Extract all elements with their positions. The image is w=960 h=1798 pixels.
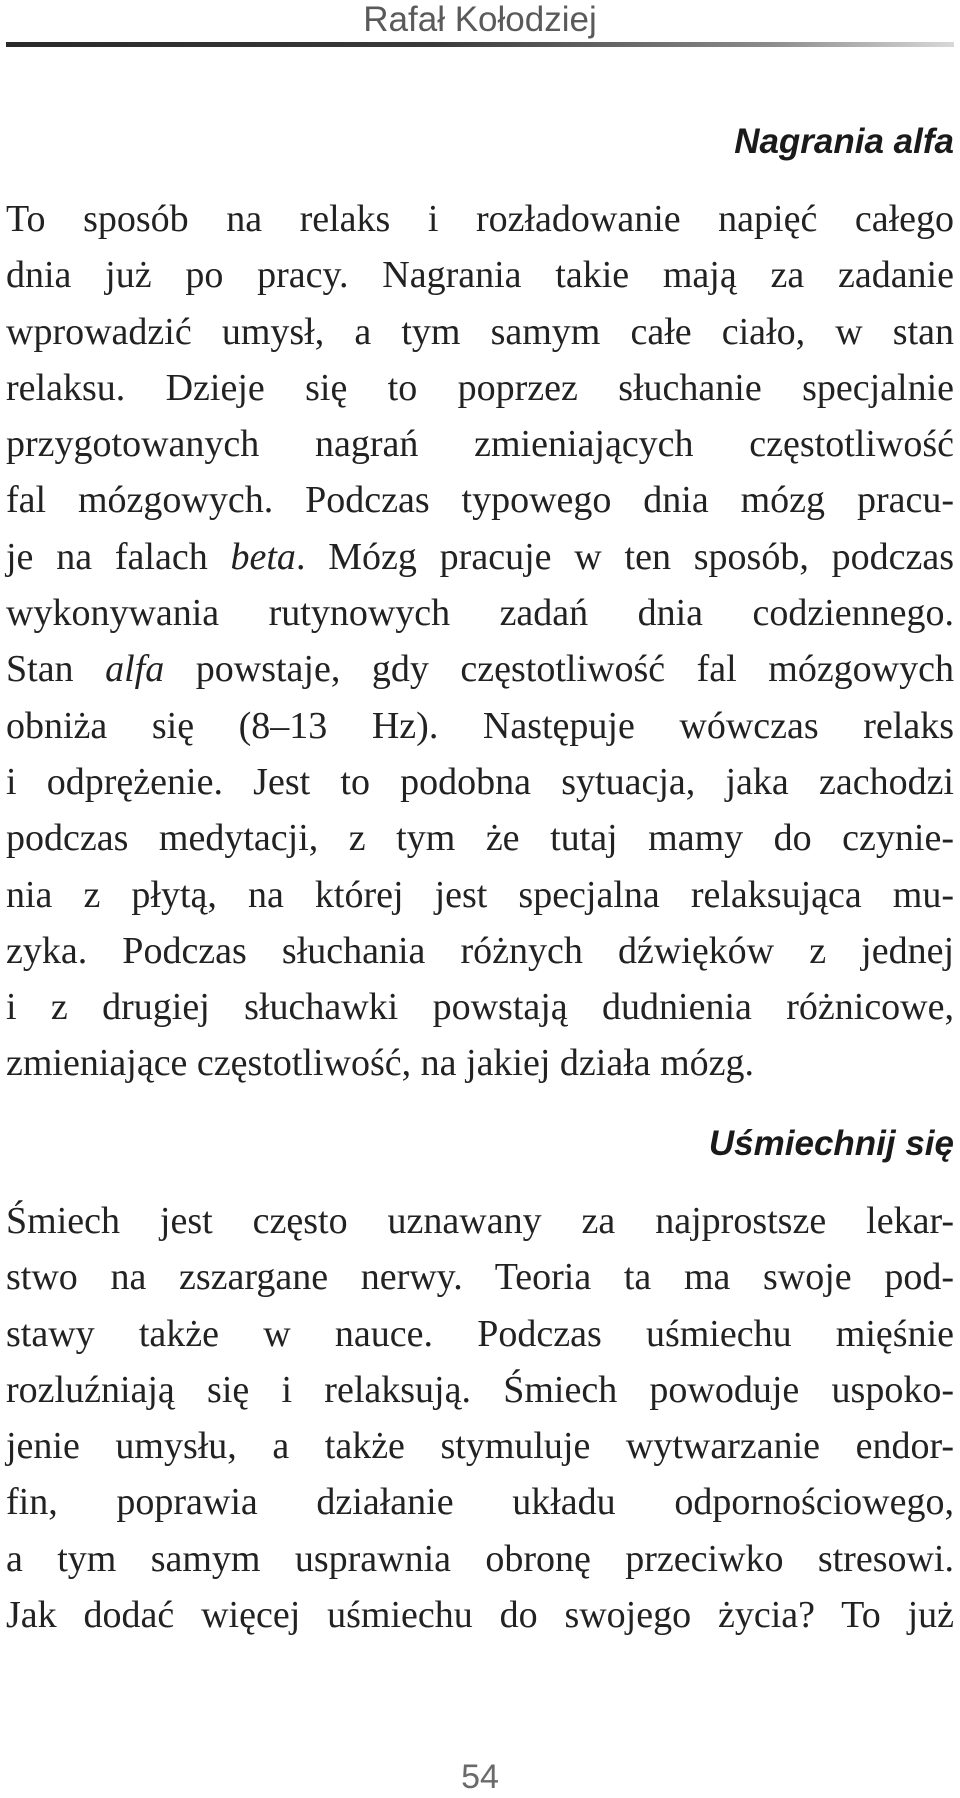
running-head-author: Rafał Kołodziej bbox=[363, 0, 597, 39]
text-line: rozluźniają się i relaksują. Śmiech powoduje uspoko- bbox=[6, 1368, 954, 1411]
text-line: relaksu. Dzieje się to poprzez słuchanie specjalnie bbox=[6, 366, 954, 409]
text-line: przygotowanych nagrań zmieniających częstotliwość bbox=[6, 423, 954, 466]
text-line: podczas medytacji, z tym że tutaj mamy do czynie- bbox=[6, 817, 954, 860]
text-line: i odprężenie. Jest to podobna sytuacja, jaka zachodzi bbox=[6, 760, 954, 803]
text-line: stawy także w nauce. Podczas uśmiechu mięśnie bbox=[6, 1312, 954, 1355]
text-line: je na falach beta. Mózg pracuje w ten sposób, podczas bbox=[6, 535, 955, 578]
text-line: To sposób na relaks i rozładowanie napięć całego bbox=[6, 198, 954, 240]
text-line: i z drugiej słuchawki powstają dudnienia różnicowe, bbox=[6, 986, 954, 1029]
text-line: wykonywania rutynowych zadań dnia codziennego. bbox=[6, 592, 954, 635]
text-line: Stan alfa powstaje, gdy częstotliwość fal mózgowych bbox=[6, 648, 954, 691]
text-line: stwo na zszargane nerwy. Teoria ta ma swoje pod- bbox=[6, 1256, 954, 1299]
text-line: nia z płytą, na której jest specjalna relaksująca mu- bbox=[6, 873, 954, 916]
text-line: zyka. Podczas słuchania różnych dźwięków z jednej bbox=[6, 929, 954, 972]
italic-term-alfa: alfa bbox=[105, 648, 165, 691]
text-line: jenie umysłu, a także stymuluje wytwarzanie endor- bbox=[6, 1425, 954, 1468]
text-line: a tym samym usprawnia obronę przeciwko stresowi. bbox=[6, 1537, 954, 1580]
paragraph-usmiechnij-sie bbox=[6, 1193, 954, 1643]
section-heading-nagrania-alfa: Nagrania alfa bbox=[734, 122, 954, 161]
text-line: dnia już po pracy. Nagrania takie mają za zadanie bbox=[6, 254, 954, 297]
paragraph-nagrania-alfa bbox=[6, 191, 954, 1092]
text-line: fal mózgowych. Podczas typowego dnia mózg pracu- bbox=[6, 479, 954, 522]
text-line: Jak dodać więcej uśmiechu do swojego życia? To już bbox=[6, 1594, 954, 1637]
italic-term-beta: beta bbox=[230, 535, 296, 578]
page-header bbox=[0, 0, 960, 48]
text-line: zmieniające częstotliwość, na jakiej działa mózg. bbox=[6, 1042, 755, 1085]
page-number: 54 bbox=[461, 1758, 499, 1796]
section-heading-usmiechnij-sie: Uśmiechnij się bbox=[708, 1124, 954, 1163]
text-line: wprowadzić umysł, a tym samym całe ciało, w stan bbox=[6, 310, 954, 353]
text-line: fin, poprawia działanie układu odpornościowego, bbox=[6, 1481, 954, 1524]
header-rule bbox=[6, 42, 954, 47]
text-line: obniża się (8–13 Hz). Następuje wówczas relaks bbox=[6, 704, 954, 747]
text-line: Śmiech jest często uznawany za najprostsze lekar- bbox=[6, 1200, 954, 1242]
